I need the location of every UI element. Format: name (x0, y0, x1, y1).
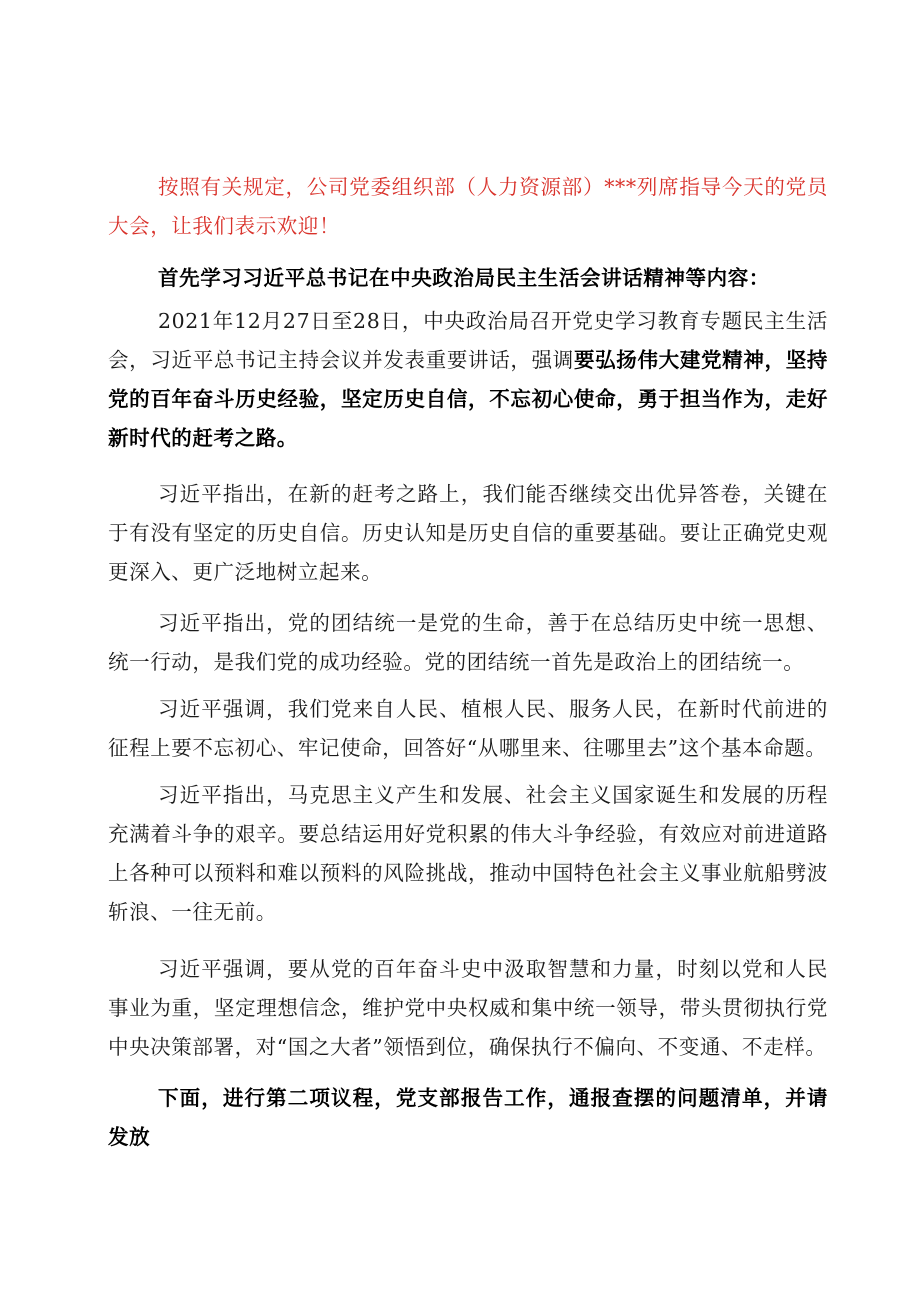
paragraph-welcome: 按照有关规定，公司党委组织部（人力资源部）***列席指导今天的党员大会，让我们表示欢迎！ (108, 175, 828, 238)
paragraph-study-heading: 首先学习习近平总书记在中央政治局民主生活会讲话精神等内容： (158, 266, 770, 290)
paragraph-struggle: 习近平指出，马克思主义产生和发展、社会主义国家诞生和发展的历程充满着斗争的艰辛。要总结运用好党积累的伟大斗争经验，有效应对前进道路上各种可以预料和难以预料的风险挑战，推动中国特色社会主义事业航船劈波斩浪、一往无前。 (108, 783, 828, 924)
paragraph-party-unity: 习近平指出，党的团结统一是党的生命，善于在总结历史中统一思想、统一行动，是我们党的成功经验。党的团结统一首先是政治上的团结统一。 (108, 611, 828, 674)
paragraph-wisdom: 习近平强调，要从党的百年奋斗史中汲取智慧和力量，时刻以党和人民事业为重，坚定理想信念，维护党中央权威和集中统一领导，带头贯彻执行党中央决策部署，对“国之大者”领悟到位，确保执行不偏向、不变通、不走样。 (108, 957, 828, 1059)
paragraph-people: 习近平强调，我们党来自人民、植根人民、服务人民，在新时代前进的征程上要不忘初心、牢记使命，回答好“从哪里来、往哪里去”这个基本命题。 (108, 697, 828, 760)
paragraph-meeting-summary (108, 302, 828, 458)
paragraph-historical-confidence: 习近平指出，在新的赶考之路上，我们能否继续交出优异答卷，关键在于有没有坚定的历史自信。历史认知是历史自信的重要基础。要让正确党史观更深入、更广泛地树立起来。 (108, 482, 828, 584)
paragraph-next-agenda: 下面，进行第二项议程，党支部报告工作，通报查摆的问题清单，并请发放 (108, 1086, 828, 1149)
meeting-summary-emphasis: 要弘扬伟大建党精神，坚持党的百年奋斗历史经验，坚定历史自信，不忘初心使命，勇于担当作为，走好新时代的赶考之路。 (108, 348, 829, 450)
meeting-summary-text: 2021年12月27日至28日，中央政治局召开党史学习教育专题民主生活会，习近平总书记主持会议并发表重要讲话，强调 (108, 309, 828, 372)
